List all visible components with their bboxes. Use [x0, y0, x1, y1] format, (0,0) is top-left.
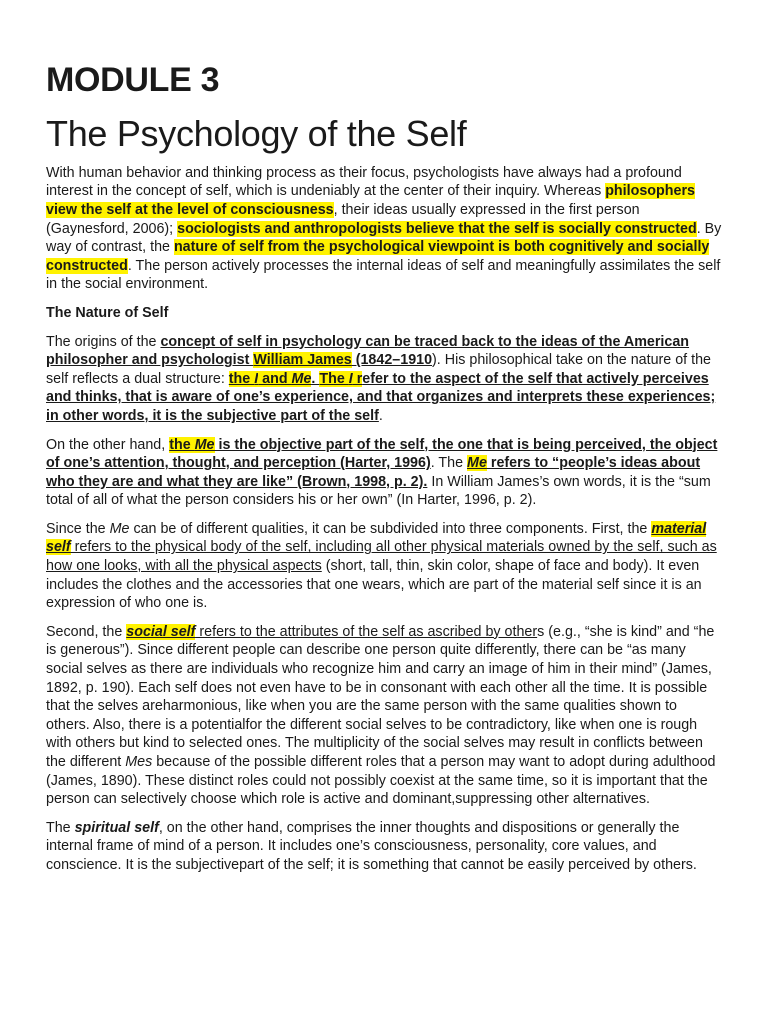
body-paragraph [46, 333, 724, 426]
text-run: (short, tall, thin, skin color, shape of face and body). It even includes the clothes and the accessories that one wears, which are part of the material self since it is an expression of who one is. [46, 558, 702, 612]
highlighted-text: sociologists and anthropologists believe that the self is socially constructed [177, 220, 697, 237]
body-paragraph [46, 520, 724, 613]
text-run: The Nature of Self [46, 304, 169, 321]
text-run: Second, the [46, 623, 127, 640]
document-body [46, 164, 724, 875]
document-title: The Psychology of the Self [46, 112, 467, 154]
text-run: spiritual self [74, 819, 159, 836]
highlighted-text: r [352, 370, 363, 387]
module-title: MODULE 3 [46, 61, 220, 99]
text-run: Since the [46, 520, 110, 537]
text-run: (1842–1910 [351, 352, 433, 369]
section-heading [46, 304, 724, 323]
text-run: refers to the physical body of the self, including all other physical materials owned by the self, such as how one looks, with all the physical aspects [46, 539, 717, 575]
text-run: refers to the attributes of the self as ascribed by other [195, 623, 538, 640]
text-run: . The [430, 455, 468, 472]
body-paragraph [46, 436, 724, 510]
highlighted-text: Me [194, 436, 215, 453]
highlighted-text: material self [46, 520, 707, 556]
text-run: On the other hand, [46, 436, 170, 453]
text-run: refers to “people’s ideas about who they are and what they are like” (Brown, 1998, p. 2). [46, 455, 701, 490]
text-run: . By way of contrast, the [46, 220, 722, 256]
text-run: concept of self in psychology can be traced back to the ideas of the American philosopher and psychologist [46, 333, 690, 369]
text-run: , their ideas usually expressed in the first person (Gaynesford, 2006); [46, 201, 640, 237]
text-run: , on the other hand, comprises the inner thoughts and dispositions or generally the internal frame of mind of a person. It includes one’s consciousness, personality, core values, and conscience. It is the subjectivepart of the self; it is something that cannot be easily perceived by others. [46, 819, 697, 873]
highlighted-text: philosophers view the self at the level of consciousness [46, 183, 695, 218]
highlighted-text: Me [291, 370, 312, 387]
body-paragraph [46, 164, 724, 294]
text-run: With human behavior and thinking process as their focus, psychologists have always had a profound interest in the concept of self, which is undeniably at the center of their inquiry. Whereas [46, 164, 682, 200]
text-run: In William James’s own words, it is the “sum total of all of what the person considers his or her own” (In Harter, 1996, p. 2). [46, 473, 711, 509]
highlighted-text: nature of self from the psychological viewpoint is both cognitively and socially constructed [46, 239, 710, 274]
highlighted-text: William James [253, 352, 352, 369]
text-run: can be of different qualities, it can be subdivided into three components. First, the [129, 520, 652, 537]
text-run: because of the possible different roles that a person may want to adopt during adulthood (James, 1890). These distinct roles could not possibly coexist at the same time, so it is important that the person can selectively choose which role is active and dominant,suppressing other alternatives. [46, 754, 716, 808]
text-run: ). His philosophical take on the nature of the self reflects a dual structure: [46, 352, 712, 387]
text-run: s (e.g., “she is kind” and “he is generous”). Since different people can describe one person quite differently, there can be “as many social selves as there are individuals who recognize him and carry an image of him in their mind” (James, 1892, p. 190). Each self does not even have to be in consonant with each other all the time. It is possible that the selves areharmonious, like when you are the same person with the same qualities shown to others. Also, there is a potentialfor the different social selves to be contradictory, like when one is rough with others but kind to selected ones. The multiplicity of the social selves may result in conflicts between the different [46, 623, 715, 771]
highlighted-text: the [169, 436, 195, 453]
text-run: Mes [125, 754, 153, 771]
text-run: efer to the aspect of the self that actively perceives and thinks, that is aware of one’s experience, and that organizes and interprets these experiences; in other words, it is the subjective part of the self [46, 370, 716, 424]
highlighted-text: Me [467, 455, 487, 472]
text-run: The origins of the [46, 333, 161, 350]
text-run: . The person actively processes the internal ideas of self and meaningfully assimilates the self in the social environment. [46, 257, 721, 293]
highlighted-text: the [228, 370, 255, 387]
text-run: Me [109, 520, 130, 537]
body-paragraph [46, 819, 724, 875]
highlighted-text: I [348, 370, 353, 387]
body-paragraph [46, 623, 724, 809]
text-run: . [311, 370, 320, 387]
highlighted-text: The [319, 370, 349, 387]
highlighted-text: social self [126, 623, 196, 640]
text-run: . [378, 407, 383, 424]
text-run: The [46, 819, 75, 836]
text-run: is the objective part of the self, the one that is being perceived, the object of one’s attention, thought, and perception (Harter, 1996) [46, 436, 718, 472]
highlighted-text: and [258, 370, 292, 387]
highlighted-text: I [254, 370, 259, 387]
